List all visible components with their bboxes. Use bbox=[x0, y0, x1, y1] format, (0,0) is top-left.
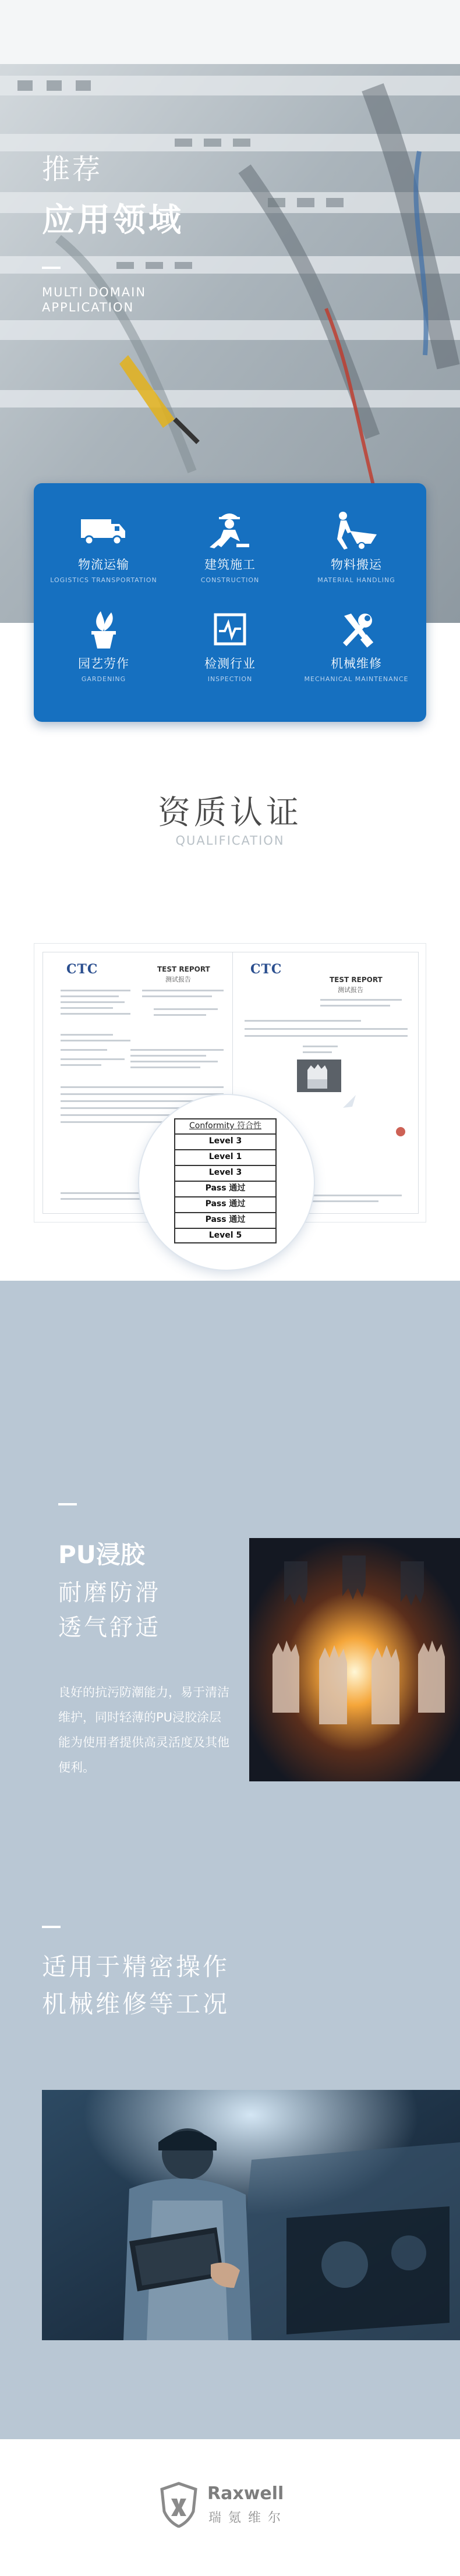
conformity-row: Level 5 bbox=[174, 1228, 277, 1243]
pu-title: PU浸胶 bbox=[58, 1540, 145, 1569]
glove-sample-photo bbox=[297, 1060, 341, 1092]
footer bbox=[0, 2439, 460, 2576]
garden-plant-icon bbox=[77, 608, 130, 650]
wrench-screwdriver-icon bbox=[330, 608, 383, 650]
report-title: TEST REPORT bbox=[330, 976, 383, 984]
hero-en-line1: MULTI DOMAIN bbox=[42, 285, 147, 299]
brand-name-cn: 瑞氪维尔 bbox=[208, 2511, 288, 2525]
app-name: 检测行业 bbox=[204, 657, 256, 671]
conformity-row: Pass 通过 bbox=[174, 1196, 277, 1212]
wheelbarrow-icon bbox=[330, 509, 383, 551]
app-en: GARDENING bbox=[81, 675, 126, 683]
pu-divider bbox=[58, 1503, 77, 1505]
app-material-handling bbox=[298, 509, 415, 584]
pu-feature-2: 透气舒适 bbox=[58, 1614, 161, 1641]
applications-card bbox=[34, 483, 426, 722]
app-en: MATERIAL HANDLING bbox=[317, 576, 395, 584]
hero-title: 应用领域 bbox=[42, 201, 184, 239]
brand-name: Raxwell bbox=[207, 2483, 284, 2504]
mechanic-repair-photo bbox=[42, 2090, 460, 2340]
raxwell-logo-icon bbox=[158, 2481, 199, 2528]
app-name: 物流运输 bbox=[78, 558, 129, 572]
pu-description: 良好的抗污防潮能力，易于清洁维护，同时轻薄的PU浸胶涂层能为使用者提供高灵活度及其他便利。 bbox=[58, 1685, 229, 1774]
conformity-table bbox=[174, 1118, 277, 1243]
report-title-cn: 测试报告 bbox=[338, 986, 363, 994]
pointer-arrow-icon bbox=[342, 1094, 357, 1109]
monitor-wave-icon bbox=[204, 608, 256, 650]
qualification-en: QUALIFICATION bbox=[175, 834, 285, 848]
report-title-cn: 测试报告 bbox=[165, 976, 191, 983]
app-name: 物料搬运 bbox=[331, 558, 382, 572]
conformity-magnifier bbox=[139, 1095, 314, 1270]
pu-coating-section bbox=[0, 1281, 460, 2439]
pu-feature-1: 耐磨防滑 bbox=[58, 1579, 161, 1606]
truck-icon bbox=[77, 509, 130, 551]
conformity-row: Level 3 bbox=[174, 1133, 277, 1149]
ctc-logo: CTC bbox=[250, 962, 282, 977]
app-name: 建筑施工 bbox=[204, 558, 256, 572]
stamp-mark bbox=[396, 1127, 405, 1136]
application-section bbox=[0, 0, 460, 751]
app-name: 机械维修 bbox=[331, 657, 382, 671]
conformity-row: Pass 通过 bbox=[174, 1212, 277, 1228]
app-en: LOGISTICS TRANSPORTATION bbox=[50, 576, 157, 584]
hero-divider bbox=[42, 267, 61, 269]
app-en: MECHANICAL MAINTENANCE bbox=[304, 675, 409, 683]
app-construction bbox=[172, 509, 288, 584]
conformity-row: Level 3 bbox=[174, 1165, 277, 1181]
glove-production-photo bbox=[249, 1538, 460, 1781]
precision-line-1: 适用于精密操作 bbox=[42, 1953, 230, 1981]
precision-line-2: 机械维修等工况 bbox=[42, 1990, 230, 2018]
hero-subtitle: 推荐 bbox=[42, 153, 103, 186]
app-gardening bbox=[45, 608, 162, 683]
hero-en-line2: APPLICATION bbox=[42, 300, 135, 314]
app-mechanical bbox=[298, 608, 415, 683]
conformity-header: Conformity 符合性 bbox=[174, 1118, 277, 1133]
app-en: CONSTRUCTION bbox=[200, 576, 260, 584]
precision-divider bbox=[42, 1926, 61, 1928]
top-strip bbox=[0, 0, 460, 65]
app-name: 园艺劳作 bbox=[78, 657, 129, 671]
app-logistics bbox=[45, 509, 162, 584]
conformity-row: Level 1 bbox=[174, 1149, 277, 1165]
report-title: TEST REPORT bbox=[157, 965, 210, 973]
construction-worker-icon bbox=[204, 509, 256, 551]
certificates-panel bbox=[34, 943, 426, 1240]
conformity-row: Pass 通过 bbox=[174, 1181, 277, 1196]
qualification-title: 资质认证 bbox=[158, 794, 302, 832]
app-inspection bbox=[172, 608, 288, 683]
ctc-logo: CTC bbox=[66, 962, 98, 977]
app-en: INSPECTION bbox=[207, 675, 253, 683]
